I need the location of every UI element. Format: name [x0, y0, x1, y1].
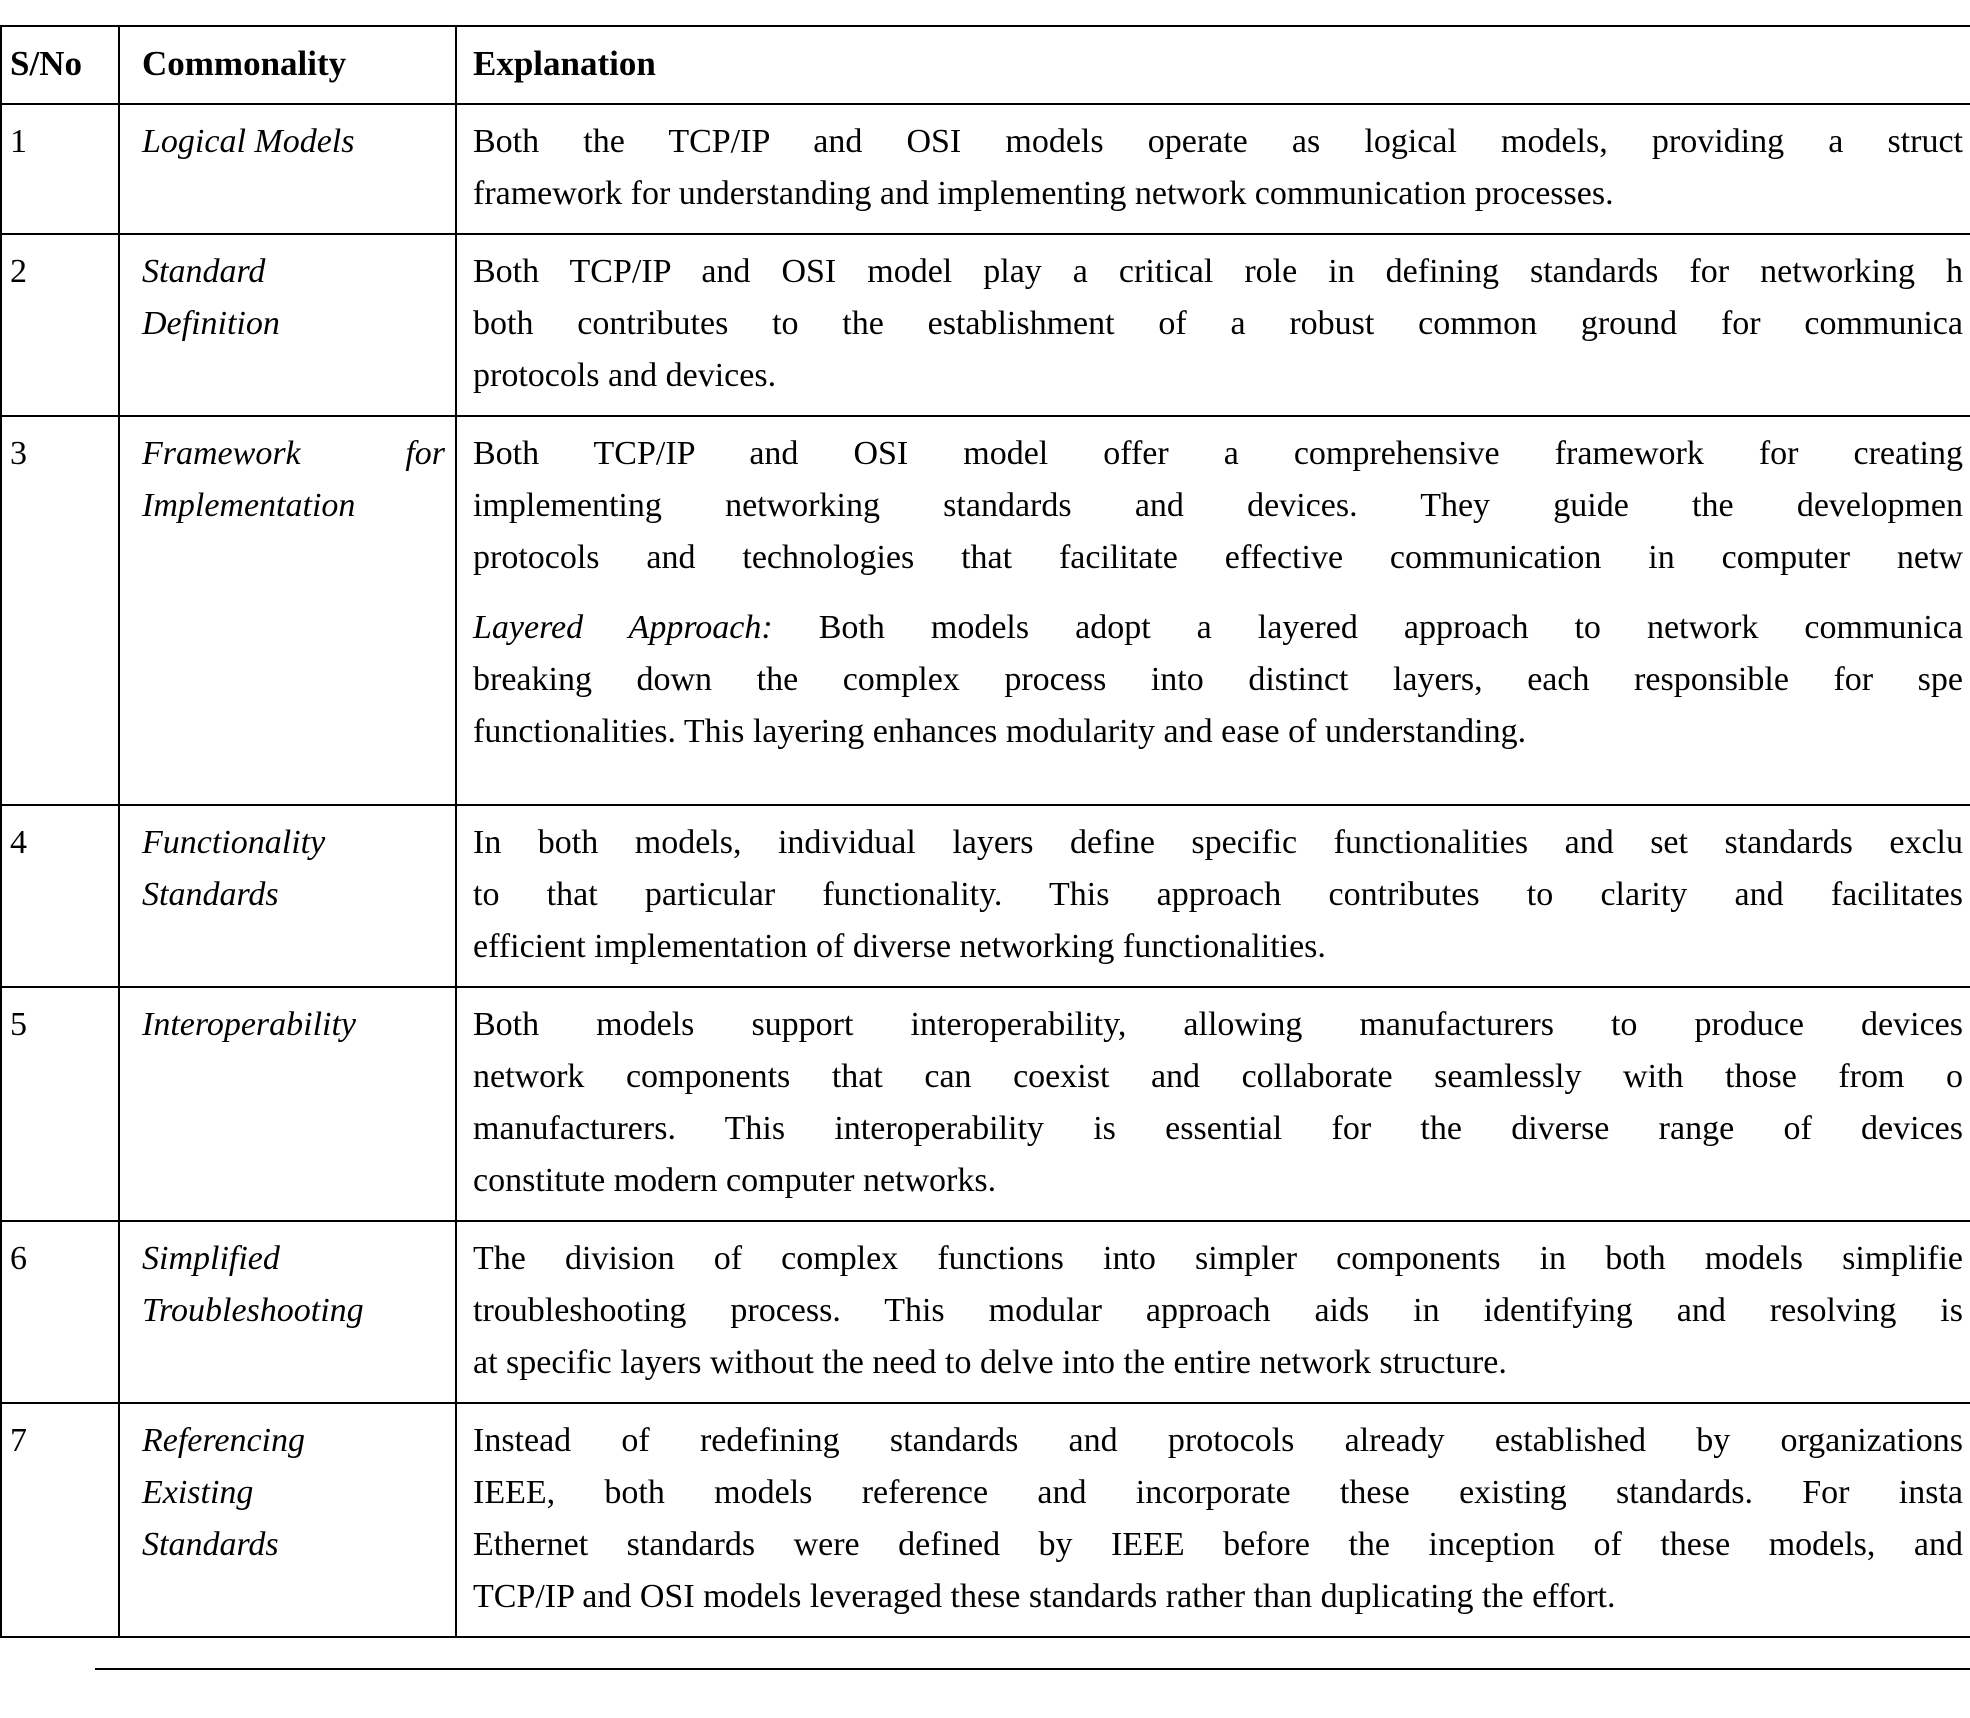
table-row: [1, 234, 1970, 416]
explanation-line: at specific layers without the need to delve into the entire network structure.: [473, 1344, 1507, 1381]
commonality-line: Troubleshooting: [142, 1292, 364, 1329]
header-sno: S/No: [1, 26, 119, 104]
explanation-cell: [456, 234, 1970, 416]
commonality-cell: [119, 1221, 456, 1403]
explanation-line: Both models support interoperability, allowing manufacturers to produce devices: [473, 1006, 1963, 1043]
table-header-row: [1, 26, 1970, 104]
layered-approach-label: Layered Approach:: [473, 609, 773, 646]
commonality-cell: [119, 234, 456, 416]
explanation-line: troubleshooting process. This modular approach aids in identifying and resolving is: [473, 1292, 1963, 1329]
header-commonality: Commonality: [119, 26, 456, 104]
commonality-cell: [119, 416, 456, 805]
commonality-line: Standards: [142, 1526, 279, 1563]
explanation-line: TCP/IP and OSI models leveraged these standards rather than duplicating the effort.: [473, 1578, 1616, 1615]
explanation-cell: [456, 1221, 1970, 1403]
explanation-text: Both models adopt a layered approach to network communica: [772, 609, 1963, 646]
sno-cell: 3: [1, 416, 119, 805]
explanation-line: Ethernet standards were defined by IEEE before the inception of these models, and: [473, 1526, 1963, 1563]
sno-cell: 7: [1, 1403, 119, 1637]
header-explanation: Explanation: [456, 26, 1970, 104]
explanation-line: to that particular functionality. This approach contributes to clarity and facilitates: [473, 876, 1963, 913]
explanation-line: Both the TCP/IP and OSI models operate as logical models, providing a struct: [473, 123, 1963, 160]
explanation-line: functionalities. This layering enhances modularity and ease of understanding.: [473, 713, 1527, 750]
commonality-line: Implementation: [142, 487, 356, 524]
table-row: [1, 987, 1970, 1221]
commonality-line: Standards: [142, 876, 279, 913]
explanation-line: breaking down the complex process into distinct layers, each responsible for spe: [473, 661, 1963, 698]
commonality-cell: [119, 1403, 456, 1637]
commonality-cell: [119, 104, 456, 234]
sno-cell: 2: [1, 234, 119, 416]
explanation-line: [473, 602, 1963, 654]
explanation-line: framework for understanding and implementing network communication processes.: [473, 175, 1614, 212]
explanation-cell: [456, 987, 1970, 1221]
sno-cell: 1: [1, 104, 119, 234]
explanation-line: network components that can coexist and collaborate seamlessly with those from o: [473, 1058, 1963, 1095]
commonality-line: Standard: [142, 253, 266, 290]
commonality-line: Framework for: [142, 435, 445, 472]
explanation-line: implementing networking standards and devices. They guide the developmen: [473, 487, 1963, 524]
explanation-line: Both TCP/IP and OSI model offer a comprehensive framework for creating: [473, 435, 1963, 472]
explanation-cell: [456, 416, 1970, 805]
explanation-line: protocols and devices.: [473, 357, 777, 394]
table-row: [1, 1221, 1970, 1403]
table-row: [1, 104, 1970, 234]
explanation-line: manufacturers. This interoperability is essential for the diverse range of devices: [473, 1110, 1963, 1147]
explanation-line: IEEE, both models reference and incorporate these existing standards. For insta: [473, 1474, 1963, 1511]
commonality-line: Existing: [142, 1474, 254, 1511]
commonality-line: Logical Models: [142, 123, 355, 160]
commonalities-table: [0, 25, 1970, 1638]
commonality-cell: [119, 805, 456, 987]
explanation-line: Instead of redefining standards and protocols already established by organizations: [473, 1422, 1963, 1459]
commonality-line: Functionality: [142, 824, 326, 861]
commonality-cell: [119, 987, 456, 1221]
explanation-line: constitute modern computer networks.: [473, 1162, 997, 1199]
explanation-line: In both models, individual layers define specific functionalities and set standards exclu: [473, 824, 1963, 861]
sno-cell: 4: [1, 805, 119, 987]
explanation-cell: [456, 1403, 1970, 1637]
explanation-cell: [456, 805, 1970, 987]
table-row: [1, 805, 1970, 987]
commonality-line: Definition: [142, 305, 280, 342]
sno-cell: 5: [1, 987, 119, 1221]
explanation-line: Both TCP/IP and OSI model play a critical role in defining standards for networking h: [473, 253, 1963, 290]
explanation-line: The division of complex functions into simpler components in both models simplifie: [473, 1240, 1963, 1277]
explanation-cell: [456, 104, 1970, 234]
next-table-top-border: [95, 1668, 1970, 1670]
table-row: [1, 1403, 1970, 1637]
sno-cell: 6: [1, 1221, 119, 1403]
explanation-line: both contributes to the establishment of a robust common ground for communica: [473, 305, 1963, 342]
commonality-line: Simplified: [142, 1240, 280, 1277]
commonality-line: Interoperability: [142, 1006, 357, 1043]
explanation-line: efficient implementation of diverse networking functionalities.: [473, 928, 1326, 965]
explanation-line: protocols and technologies that facilitate effective communication in computer netw: [473, 539, 1963, 576]
commonality-line: Referencing: [142, 1422, 305, 1459]
table-row: [1, 416, 1970, 805]
